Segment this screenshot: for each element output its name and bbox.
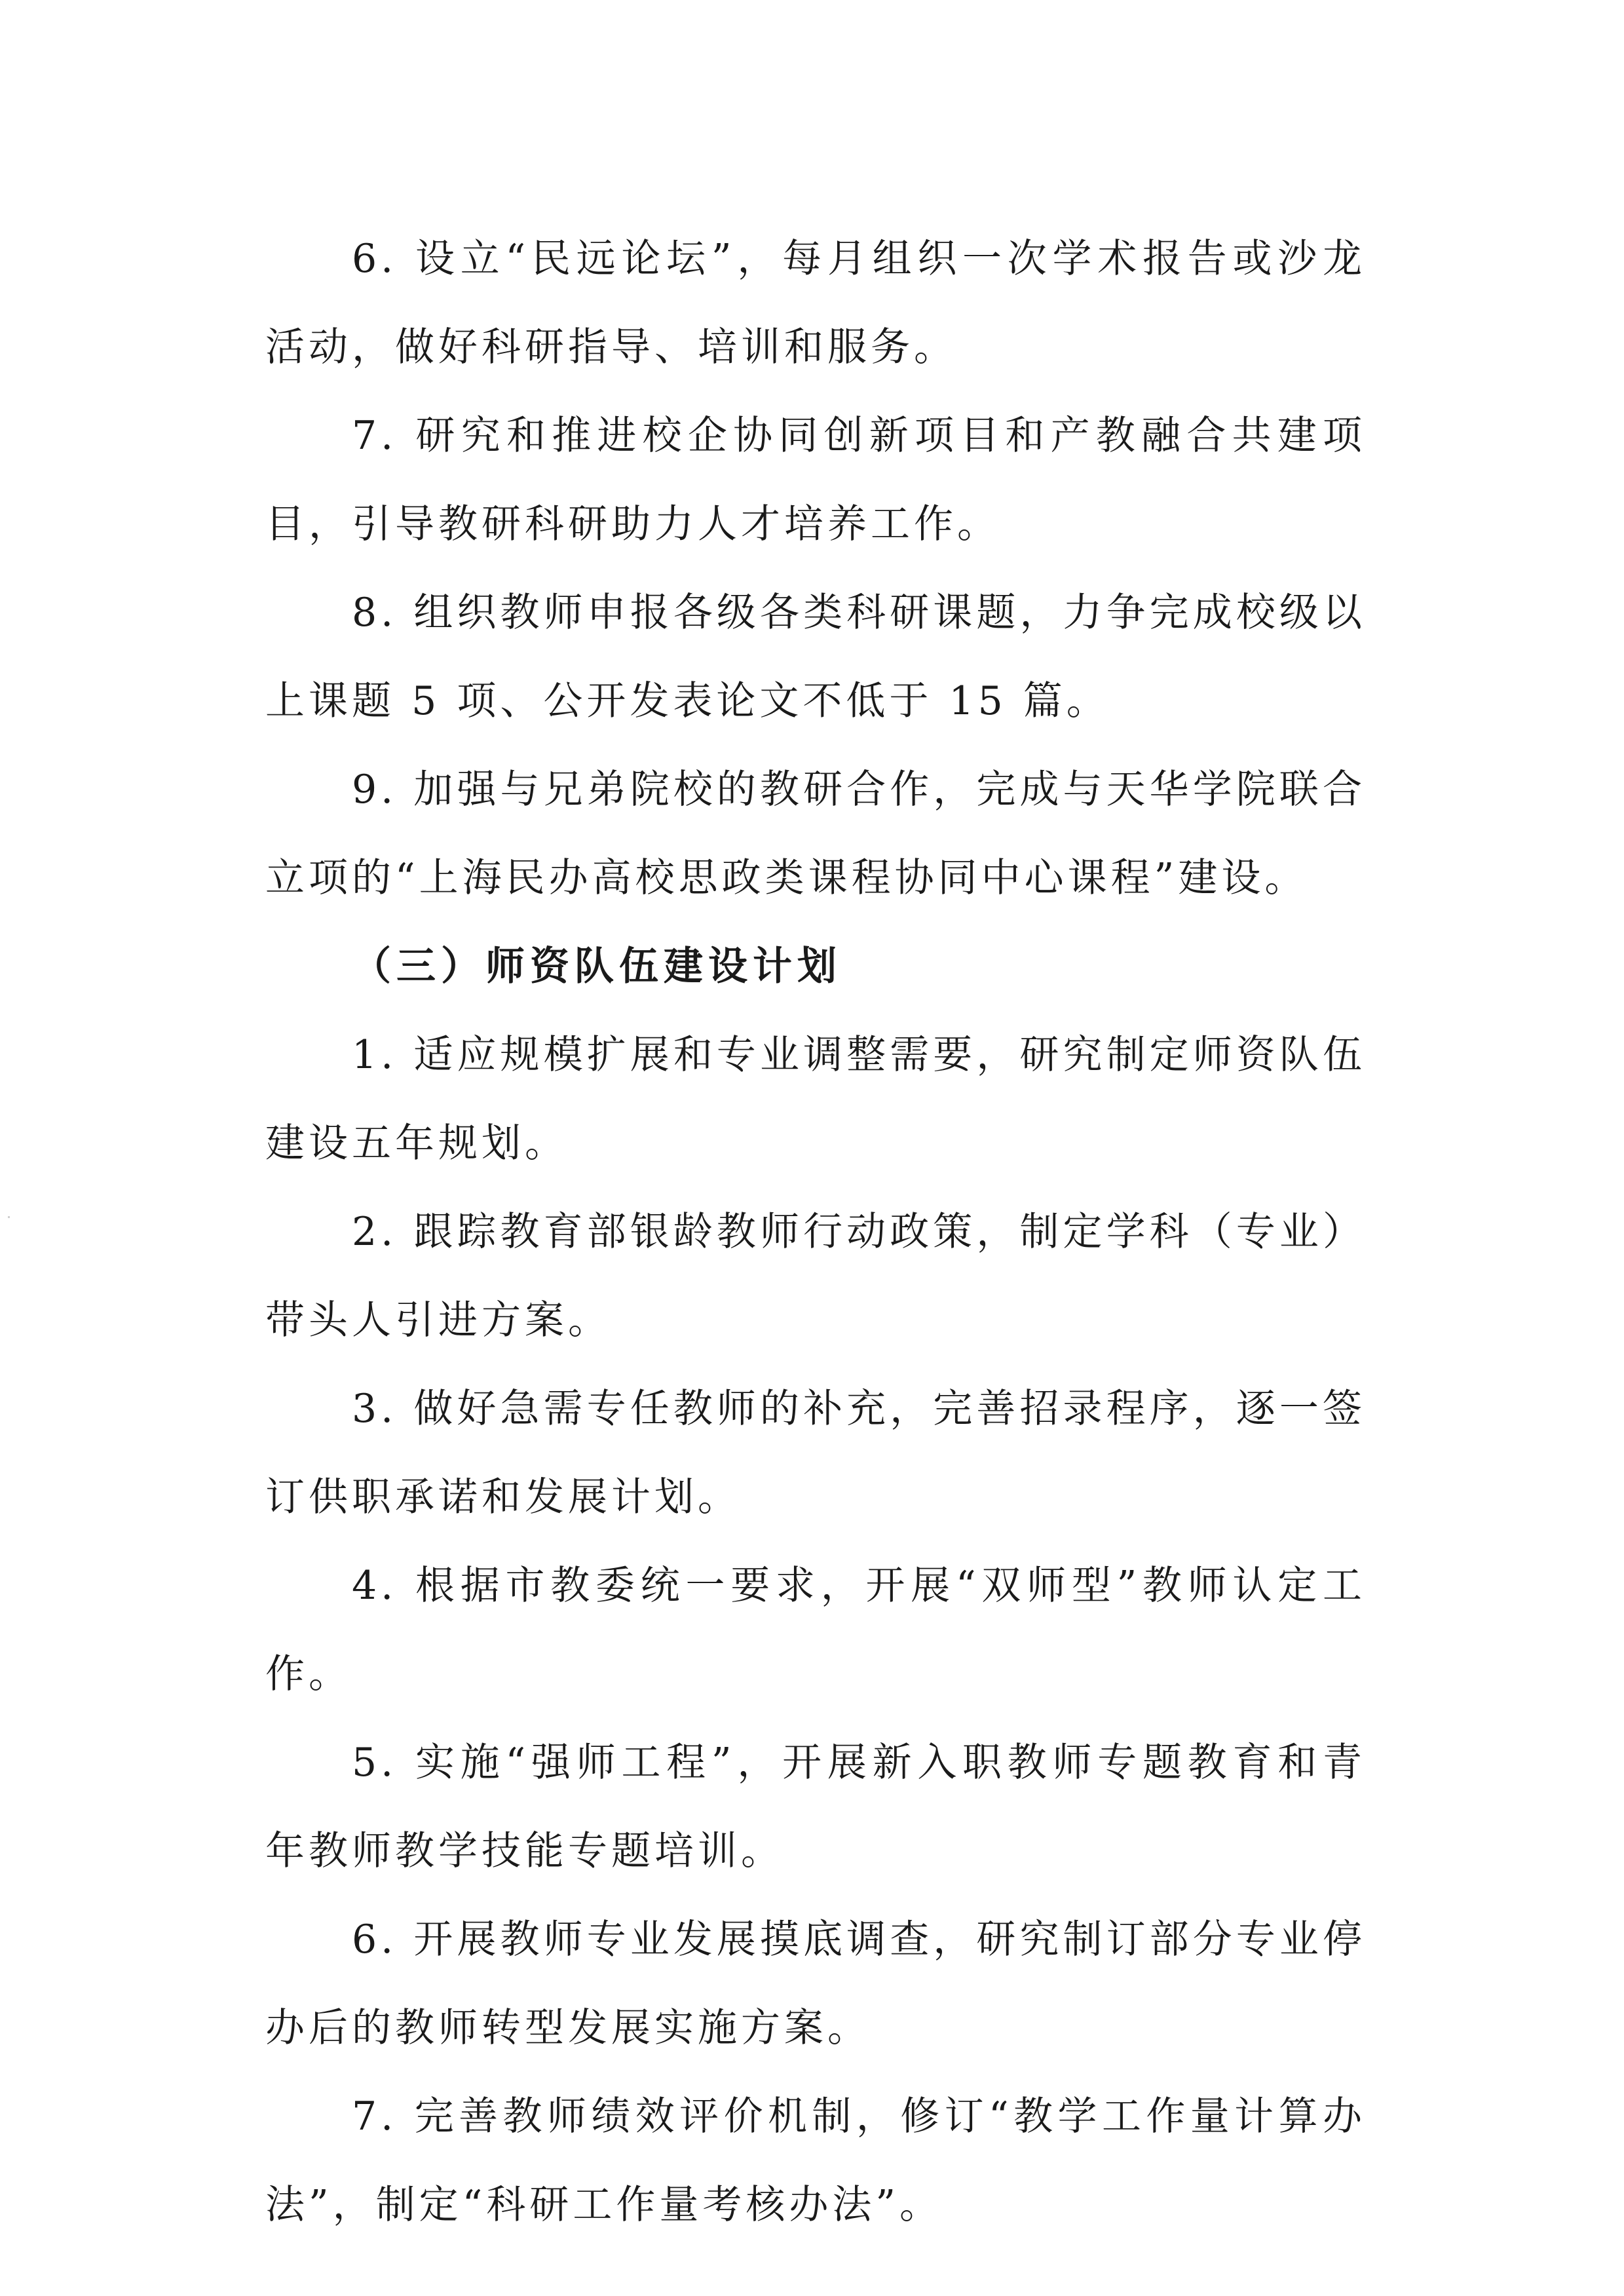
section-three-item-5: 5. 实施“强师工程”，开展新入职教师专题教育和青年教师教学技能专题培训。 [265, 1740, 1366, 1874]
section-three-item-2: 2. 跟踪教育部银龄教师行动政策，制定学科（专业）带头人引进方案。 [265, 1209, 1366, 1343]
scan-speck [8, 1216, 10, 1218]
section-heading: （三）师资队伍建设计划 [352, 944, 842, 989]
paragraph-item-9: 9. 加强与兄弟院校的教研合作，完成与天华学院联合立项的“上海民办高校思政类课程协同中心课程”建设。 [265, 767, 1366, 901]
paragraph-item-8: 8. 组织教师申报各级各类科研课题，力争完成校级以上课题 5 项、公开发表论文不低于 15 篇。 [265, 590, 1366, 724]
section-three-item-1: 1. 适应规模扩展和专业调整需要，研究制定师资队伍建设五年规划。 [265, 1032, 1366, 1166]
section-three-item-7: 7. 完善教师绩效评价机制，修订“教学工作量计算办法”，制定“科研工作量考核办法”。 [265, 2094, 1366, 2228]
section-three-item-3: 3. 做好急需专任教师的补充，完善招录程序，逐一签订供职承诺和发展计划。 [265, 1386, 1366, 1520]
section-three-item-6: 6. 开展教师专业发展摸底调查，研究制订部分专业停办后的教师转型发展实施方案。 [265, 1917, 1366, 2051]
paragraph-item-6: 6. 设立“民远论坛”，每月组织一次学术报告或沙龙活动，做好科研指导、培训和服务。 [265, 236, 1366, 370]
section-three-item-4: 4. 根据市教委统一要求，开展“双师型”教师认定工作。 [265, 1563, 1366, 1697]
document-body [265, 215, 1366, 2249]
paragraph-item-7: 7. 研究和推进校企协同创新项目和产教融合共建项目，引导教研科研助力人才培养工作。 [265, 413, 1366, 547]
